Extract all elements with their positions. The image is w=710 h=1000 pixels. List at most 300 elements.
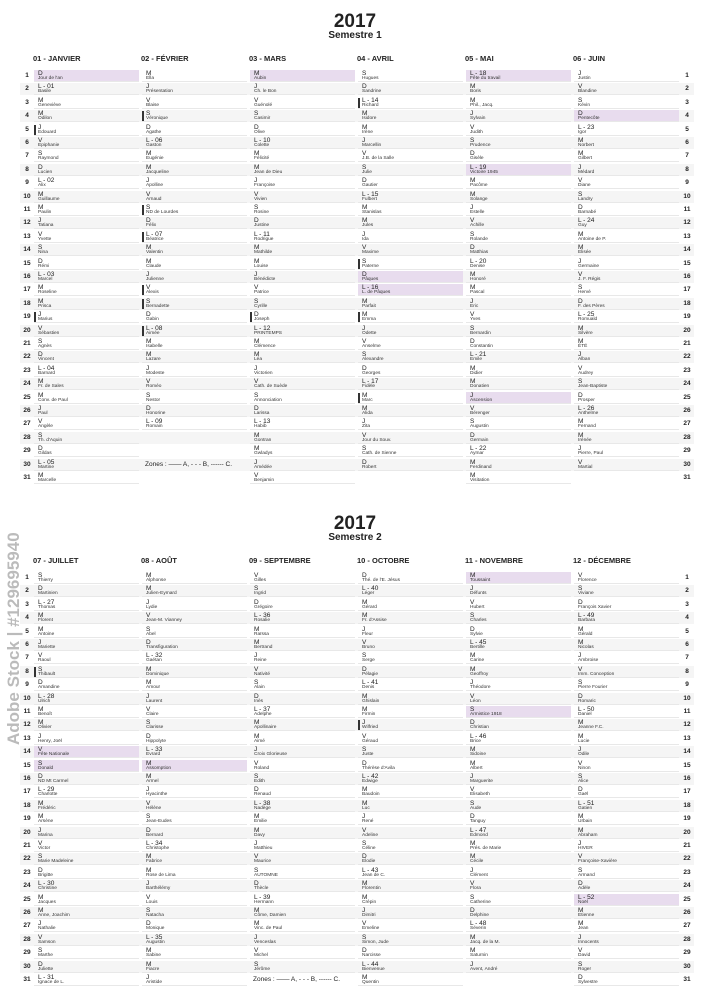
day-cell[interactable] <box>466 760 571 772</box>
day-cell[interactable] <box>142 947 247 959</box>
day-cell[interactable] <box>250 666 355 678</box>
day-cell[interactable] <box>34 786 139 798</box>
day-cell[interactable] <box>142 679 247 691</box>
day-cell[interactable] <box>574 760 679 772</box>
day-cell[interactable] <box>358 271 463 283</box>
day-cell[interactable] <box>466 907 571 919</box>
day-cell[interactable] <box>250 572 355 584</box>
day-cell[interactable] <box>34 733 139 745</box>
day-cell[interactable] <box>358 585 463 597</box>
day-cell[interactable] <box>250 177 355 189</box>
day-cell[interactable] <box>574 325 679 337</box>
day-cell[interactable] <box>574 733 679 745</box>
day-cell[interactable] <box>574 626 679 638</box>
day-cell[interactable] <box>142 907 247 919</box>
day-cell[interactable] <box>34 271 139 283</box>
day-cell[interactable] <box>466 124 571 136</box>
day-cell[interactable] <box>574 947 679 959</box>
day-cell[interactable] <box>250 150 355 162</box>
day-cell[interactable] <box>358 110 463 122</box>
day-cell[interactable] <box>574 679 679 691</box>
day-cell[interactable] <box>466 378 571 390</box>
day-cell[interactable] <box>142 961 247 973</box>
day-cell[interactable] <box>466 284 571 296</box>
day-cell[interactable] <box>250 231 355 243</box>
day-cell[interactable] <box>574 378 679 390</box>
day-cell[interactable] <box>142 217 247 229</box>
day-cell[interactable] <box>466 217 571 229</box>
day-cell[interactable] <box>142 177 247 189</box>
day-cell[interactable] <box>34 418 139 430</box>
day-cell[interactable] <box>574 298 679 310</box>
day-cell[interactable] <box>142 773 247 785</box>
day-cell[interactable] <box>34 639 139 651</box>
day-cell[interactable] <box>250 894 355 906</box>
day-cell[interactable] <box>466 639 571 651</box>
day-cell[interactable] <box>250 365 355 377</box>
day-cell[interactable] <box>250 432 355 444</box>
day-cell[interactable] <box>358 351 463 363</box>
day-cell[interactable] <box>466 445 571 457</box>
day-cell[interactable] <box>358 70 463 82</box>
day-cell[interactable] <box>466 840 571 852</box>
day-cell[interactable] <box>358 813 463 825</box>
day-cell[interactable] <box>574 706 679 718</box>
day-cell[interactable] <box>574 652 679 664</box>
day-cell[interactable] <box>574 907 679 919</box>
day-cell[interactable] <box>466 164 571 176</box>
day-cell[interactable] <box>34 392 139 404</box>
day-cell[interactable] <box>358 244 463 256</box>
day-cell[interactable] <box>466 652 571 664</box>
day-cell[interactable] <box>250 418 355 430</box>
day-cell[interactable] <box>466 612 571 624</box>
day-cell[interactable] <box>142 599 247 611</box>
day-cell[interactable] <box>358 204 463 216</box>
day-cell[interactable] <box>358 378 463 390</box>
day-cell[interactable] <box>466 325 571 337</box>
day-cell[interactable] <box>34 217 139 229</box>
day-cell[interactable] <box>34 405 139 417</box>
day-cell[interactable] <box>250 585 355 597</box>
day-cell[interactable] <box>466 83 571 95</box>
day-cell[interactable] <box>574 258 679 270</box>
day-cell[interactable] <box>34 626 139 638</box>
day-cell[interactable] <box>574 150 679 162</box>
day-cell[interactable] <box>142 338 247 350</box>
day-cell[interactable] <box>466 626 571 638</box>
day-cell[interactable] <box>358 853 463 865</box>
day-cell[interactable] <box>466 244 571 256</box>
day-cell[interactable] <box>574 204 679 216</box>
day-cell[interactable] <box>34 894 139 906</box>
day-cell[interactable] <box>250 867 355 879</box>
day-cell[interactable] <box>358 920 463 932</box>
day-cell[interactable] <box>34 191 139 203</box>
day-cell[interactable] <box>574 853 679 865</box>
day-cell[interactable] <box>250 83 355 95</box>
day-cell[interactable] <box>142 867 247 879</box>
day-cell[interactable] <box>250 934 355 946</box>
day-cell[interactable] <box>466 679 571 691</box>
day-cell[interactable] <box>358 97 463 109</box>
day-cell[interactable] <box>574 639 679 651</box>
day-cell[interactable] <box>142 585 247 597</box>
day-cell[interactable] <box>466 666 571 678</box>
day-cell[interactable] <box>250 392 355 404</box>
day-cell[interactable] <box>574 405 679 417</box>
day-cell[interactable] <box>574 459 679 471</box>
day-cell[interactable] <box>358 217 463 229</box>
day-cell[interactable] <box>250 124 355 136</box>
day-cell[interactable] <box>574 880 679 892</box>
day-cell[interactable] <box>466 311 571 323</box>
day-cell[interactable] <box>574 70 679 82</box>
day-cell[interactable] <box>574 311 679 323</box>
day-cell[interactable] <box>34 298 139 310</box>
day-cell[interactable] <box>358 746 463 758</box>
day-cell[interactable] <box>358 706 463 718</box>
day-cell[interactable] <box>250 786 355 798</box>
day-cell[interactable] <box>142 298 247 310</box>
day-cell[interactable] <box>142 70 247 82</box>
day-cell[interactable] <box>466 472 571 484</box>
day-cell[interactable] <box>250 217 355 229</box>
day-cell[interactable] <box>466 827 571 839</box>
day-cell[interactable] <box>358 432 463 444</box>
day-cell[interactable] <box>358 83 463 95</box>
day-cell[interactable] <box>34 800 139 812</box>
day-cell[interactable] <box>466 338 571 350</box>
day-cell[interactable] <box>250 97 355 109</box>
day-cell[interactable] <box>250 472 355 484</box>
day-cell[interactable] <box>250 298 355 310</box>
day-cell[interactable] <box>466 97 571 109</box>
day-cell[interactable] <box>358 365 463 377</box>
day-cell[interactable] <box>34 110 139 122</box>
day-cell[interactable] <box>142 934 247 946</box>
day-cell[interactable] <box>358 639 463 651</box>
day-cell[interactable] <box>250 920 355 932</box>
day-cell[interactable] <box>34 813 139 825</box>
day-cell[interactable] <box>34 679 139 691</box>
day-cell[interactable] <box>358 907 463 919</box>
day-cell[interactable] <box>574 934 679 946</box>
day-cell[interactable] <box>142 244 247 256</box>
day-cell[interactable] <box>142 626 247 638</box>
day-cell[interactable] <box>574 612 679 624</box>
day-cell[interactable] <box>574 800 679 812</box>
day-cell[interactable] <box>358 177 463 189</box>
day-cell[interactable] <box>142 110 247 122</box>
day-cell[interactable] <box>574 867 679 879</box>
day-cell[interactable] <box>574 813 679 825</box>
day-cell[interactable] <box>250 773 355 785</box>
day-cell[interactable] <box>466 746 571 758</box>
day-cell[interactable] <box>250 378 355 390</box>
day-cell[interactable] <box>34 693 139 705</box>
day-cell[interactable] <box>34 338 139 350</box>
day-cell[interactable] <box>34 961 139 973</box>
day-cell[interactable] <box>466 572 571 584</box>
day-cell[interactable] <box>574 773 679 785</box>
day-cell[interactable] <box>142 284 247 296</box>
day-cell[interactable] <box>142 325 247 337</box>
day-cell[interactable] <box>358 284 463 296</box>
day-cell[interactable] <box>466 459 571 471</box>
day-cell[interactable] <box>250 706 355 718</box>
day-cell[interactable] <box>466 365 571 377</box>
day-cell[interactable] <box>466 298 571 310</box>
day-cell[interactable] <box>466 920 571 932</box>
day-cell[interactable] <box>466 70 571 82</box>
day-cell[interactable] <box>358 612 463 624</box>
day-cell[interactable] <box>34 907 139 919</box>
day-cell[interactable] <box>574 599 679 611</box>
day-cell[interactable] <box>574 746 679 758</box>
day-cell[interactable] <box>358 666 463 678</box>
day-cell[interactable] <box>466 773 571 785</box>
day-cell[interactable] <box>250 599 355 611</box>
day-cell[interactable] <box>358 840 463 852</box>
day-cell[interactable] <box>34 746 139 758</box>
day-cell[interactable] <box>574 693 679 705</box>
day-cell[interactable] <box>250 746 355 758</box>
day-cell[interactable] <box>142 271 247 283</box>
day-cell[interactable] <box>358 124 463 136</box>
day-cell[interactable] <box>142 827 247 839</box>
day-cell[interactable] <box>142 204 247 216</box>
day-cell[interactable] <box>34 974 139 986</box>
day-cell[interactable] <box>34 920 139 932</box>
day-cell[interactable] <box>574 840 679 852</box>
day-cell[interactable] <box>574 83 679 95</box>
day-cell[interactable] <box>142 706 247 718</box>
day-cell[interactable] <box>34 150 139 162</box>
day-cell[interactable] <box>574 271 679 283</box>
day-cell[interactable] <box>142 639 247 651</box>
day-cell[interactable] <box>34 258 139 270</box>
day-cell[interactable] <box>574 97 679 109</box>
day-cell[interactable] <box>466 947 571 959</box>
day-cell[interactable] <box>142 746 247 758</box>
day-cell[interactable] <box>34 867 139 879</box>
day-cell[interactable] <box>466 693 571 705</box>
day-cell[interactable] <box>574 392 679 404</box>
day-cell[interactable] <box>466 231 571 243</box>
day-cell[interactable] <box>358 445 463 457</box>
day-cell[interactable] <box>358 298 463 310</box>
day-cell[interactable] <box>250 405 355 417</box>
day-cell[interactable] <box>466 418 571 430</box>
day-cell[interactable] <box>34 827 139 839</box>
day-cell[interactable] <box>142 405 247 417</box>
day-cell[interactable] <box>34 612 139 624</box>
day-cell[interactable] <box>34 472 139 484</box>
day-cell[interactable] <box>142 666 247 678</box>
day-cell[interactable] <box>34 719 139 731</box>
day-cell[interactable] <box>34 378 139 390</box>
day-cell[interactable] <box>466 786 571 798</box>
day-cell[interactable] <box>34 311 139 323</box>
day-cell[interactable] <box>142 258 247 270</box>
day-cell[interactable] <box>250 70 355 82</box>
day-cell[interactable] <box>142 231 247 243</box>
day-cell[interactable] <box>34 83 139 95</box>
day-cell[interactable] <box>358 786 463 798</box>
day-cell[interactable] <box>358 880 463 892</box>
day-cell[interactable] <box>358 867 463 879</box>
day-cell[interactable] <box>574 894 679 906</box>
day-cell[interactable] <box>250 338 355 350</box>
day-cell[interactable] <box>466 271 571 283</box>
day-cell[interactable] <box>250 351 355 363</box>
day-cell[interactable] <box>466 432 571 444</box>
day-cell[interactable] <box>466 853 571 865</box>
day-cell[interactable] <box>358 459 463 471</box>
day-cell[interactable] <box>250 853 355 865</box>
day-cell[interactable] <box>574 920 679 932</box>
day-cell[interactable] <box>466 961 571 973</box>
day-cell[interactable] <box>358 961 463 973</box>
day-cell[interactable] <box>250 244 355 256</box>
day-cell[interactable] <box>574 110 679 122</box>
day-cell[interactable] <box>466 405 571 417</box>
day-cell[interactable] <box>574 351 679 363</box>
day-cell[interactable] <box>34 70 139 82</box>
day-cell[interactable] <box>574 124 679 136</box>
day-cell[interactable] <box>358 392 463 404</box>
day-cell[interactable] <box>250 110 355 122</box>
day-cell[interactable] <box>466 800 571 812</box>
day-cell[interactable] <box>574 445 679 457</box>
day-cell[interactable] <box>574 164 679 176</box>
day-cell[interactable] <box>142 378 247 390</box>
day-cell[interactable] <box>250 827 355 839</box>
day-cell[interactable] <box>466 733 571 745</box>
day-cell[interactable] <box>358 164 463 176</box>
day-cell[interactable] <box>466 894 571 906</box>
day-cell[interactable] <box>466 880 571 892</box>
day-cell[interactable] <box>250 191 355 203</box>
day-cell[interactable] <box>34 177 139 189</box>
day-cell[interactable] <box>250 137 355 149</box>
day-cell[interactable] <box>574 827 679 839</box>
day-cell[interactable] <box>250 760 355 772</box>
day-cell[interactable] <box>142 191 247 203</box>
day-cell[interactable] <box>574 191 679 203</box>
day-cell[interactable] <box>466 150 571 162</box>
day-cell[interactable] <box>34 840 139 852</box>
day-cell[interactable] <box>142 124 247 136</box>
day-cell[interactable] <box>466 599 571 611</box>
day-cell[interactable] <box>358 137 463 149</box>
day-cell[interactable] <box>142 880 247 892</box>
day-cell[interactable] <box>574 719 679 731</box>
day-cell[interactable] <box>142 97 247 109</box>
day-cell[interactable] <box>142 612 247 624</box>
day-cell[interactable] <box>142 813 247 825</box>
day-cell[interactable] <box>142 760 247 772</box>
day-cell[interactable] <box>574 217 679 229</box>
day-cell[interactable] <box>250 626 355 638</box>
day-cell[interactable] <box>358 934 463 946</box>
day-cell[interactable] <box>34 231 139 243</box>
day-cell[interactable] <box>574 418 679 430</box>
day-cell[interactable] <box>142 365 247 377</box>
day-cell[interactable] <box>34 137 139 149</box>
day-cell[interactable] <box>358 258 463 270</box>
day-cell[interactable] <box>466 934 571 946</box>
day-cell[interactable] <box>466 258 571 270</box>
day-cell[interactable] <box>250 679 355 691</box>
day-cell[interactable] <box>358 599 463 611</box>
day-cell[interactable] <box>250 693 355 705</box>
day-cell[interactable] <box>250 445 355 457</box>
day-cell[interactable] <box>358 572 463 584</box>
day-cell[interactable] <box>358 150 463 162</box>
day-cell[interactable] <box>142 894 247 906</box>
day-cell[interactable] <box>142 83 247 95</box>
day-cell[interactable] <box>574 231 679 243</box>
day-cell[interactable] <box>466 706 571 718</box>
day-cell[interactable] <box>34 244 139 256</box>
day-cell[interactable] <box>250 800 355 812</box>
day-cell[interactable] <box>34 164 139 176</box>
day-cell[interactable] <box>142 351 247 363</box>
day-cell[interactable] <box>358 418 463 430</box>
day-cell[interactable] <box>34 880 139 892</box>
day-cell[interactable] <box>34 432 139 444</box>
day-cell[interactable] <box>466 204 571 216</box>
day-cell[interactable] <box>574 961 679 973</box>
day-cell[interactable] <box>142 164 247 176</box>
day-cell[interactable] <box>574 572 679 584</box>
day-cell[interactable] <box>142 392 247 404</box>
day-cell[interactable] <box>250 652 355 664</box>
day-cell[interactable] <box>358 947 463 959</box>
day-cell[interactable] <box>358 652 463 664</box>
day-cell[interactable] <box>34 934 139 946</box>
day-cell[interactable] <box>34 459 139 471</box>
day-cell[interactable] <box>358 311 463 323</box>
day-cell[interactable] <box>358 338 463 350</box>
day-cell[interactable] <box>142 974 247 986</box>
day-cell[interactable] <box>142 311 247 323</box>
day-cell[interactable] <box>574 974 679 986</box>
day-cell[interactable] <box>142 786 247 798</box>
day-cell[interactable] <box>34 947 139 959</box>
day-cell[interactable] <box>574 338 679 350</box>
day-cell[interactable] <box>250 164 355 176</box>
day-cell[interactable] <box>574 177 679 189</box>
day-cell[interactable] <box>358 719 463 731</box>
day-cell[interactable] <box>142 800 247 812</box>
day-cell[interactable] <box>34 666 139 678</box>
day-cell[interactable] <box>466 137 571 149</box>
day-cell[interactable] <box>466 719 571 731</box>
day-cell[interactable] <box>358 894 463 906</box>
day-cell[interactable] <box>358 760 463 772</box>
day-cell[interactable] <box>34 445 139 457</box>
day-cell[interactable] <box>250 459 355 471</box>
day-cell[interactable] <box>358 679 463 691</box>
day-cell[interactable] <box>142 719 247 731</box>
day-cell[interactable] <box>358 733 463 745</box>
day-cell[interactable] <box>142 150 247 162</box>
day-cell[interactable] <box>34 572 139 584</box>
day-cell[interactable] <box>250 813 355 825</box>
